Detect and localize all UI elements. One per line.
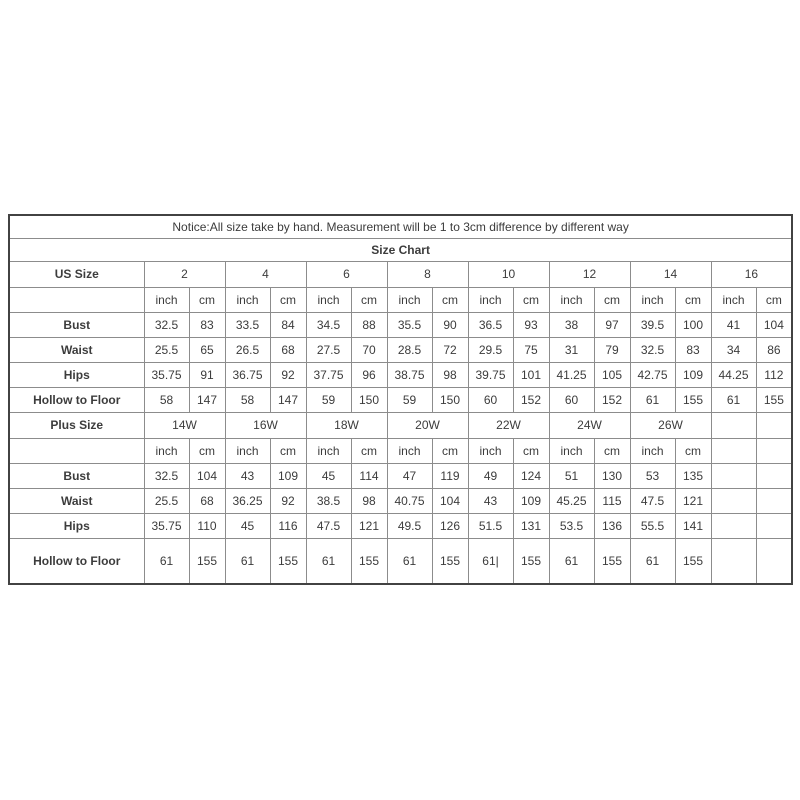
- value-cm: 104: [189, 463, 225, 488]
- size-value: 2: [144, 261, 225, 287]
- unit-inch-header: inch: [225, 438, 270, 463]
- unit-cm-header: cm: [594, 287, 630, 312]
- value-inch: 32.5: [144, 463, 189, 488]
- value-inch: 37.75: [306, 362, 351, 387]
- table-body: [9, 215, 792, 584]
- measurement-row: [9, 312, 792, 337]
- value-cm: 155: [675, 387, 711, 412]
- value-inch: 47: [387, 463, 432, 488]
- value-cm: 155: [270, 538, 306, 584]
- value-inch: 43: [225, 463, 270, 488]
- value-inch: 41.25: [549, 362, 594, 387]
- unit-inch-header: inch: [468, 287, 513, 312]
- value-cm: 155: [513, 538, 549, 584]
- unit-header-row: [9, 287, 792, 312]
- value-inch: 32.5: [144, 312, 189, 337]
- value-cm: 83: [189, 312, 225, 337]
- value-cm: 84: [270, 312, 306, 337]
- value-cm: 110: [189, 513, 225, 538]
- unit-inch-header: inch: [225, 287, 270, 312]
- value-inch: 34: [711, 337, 756, 362]
- value-inch: 47.5: [306, 513, 351, 538]
- value-cm: 96: [351, 362, 387, 387]
- value-inch: 53: [630, 463, 675, 488]
- empty-cell: [756, 488, 792, 513]
- measurement-row: [9, 463, 792, 488]
- unit-inch-header: inch: [549, 438, 594, 463]
- value-cm: 155: [675, 538, 711, 584]
- value-inch: 61: [630, 538, 675, 584]
- value-cm: 155: [756, 387, 792, 412]
- size-value: 16: [711, 261, 792, 287]
- size-value: 20W: [387, 412, 468, 438]
- value-inch: 34.5: [306, 312, 351, 337]
- value-inch: 39.5: [630, 312, 675, 337]
- notice-row: [9, 215, 792, 238]
- value-inch: 38.75: [387, 362, 432, 387]
- empty-cell: [756, 412, 792, 438]
- measurement-label: Hips: [9, 513, 144, 538]
- value-inch: 61: [306, 538, 351, 584]
- measurement-label: Hollow to Floor: [9, 538, 144, 584]
- unit-cm-header: cm: [675, 287, 711, 312]
- value-cm: 68: [189, 488, 225, 513]
- value-cm: 147: [270, 387, 306, 412]
- value-inch: 36.25: [225, 488, 270, 513]
- value-inch: 41: [711, 312, 756, 337]
- value-cm: 68: [270, 337, 306, 362]
- measurement-row: [9, 513, 792, 538]
- value-inch: 40.75: [387, 488, 432, 513]
- unit-cm-header: cm: [675, 438, 711, 463]
- value-inch: 25.5: [144, 488, 189, 513]
- value-cm: 104: [432, 488, 468, 513]
- value-inch: 25.5: [144, 337, 189, 362]
- size-value: 10: [468, 261, 549, 287]
- value-inch: 51.5: [468, 513, 513, 538]
- value-cm: 150: [432, 387, 468, 412]
- value-cm: 135: [675, 463, 711, 488]
- size-value: 26W: [630, 412, 711, 438]
- value-inch: 28.5: [387, 337, 432, 362]
- value-inch: 44.25: [711, 362, 756, 387]
- value-inch: 35.5: [387, 312, 432, 337]
- empty-cell: [756, 463, 792, 488]
- value-cm: 88: [351, 312, 387, 337]
- size-row: [9, 261, 792, 287]
- empty-cell: [711, 488, 756, 513]
- value-cm: 147: [189, 387, 225, 412]
- unit-header-row: [9, 438, 792, 463]
- value-inch: 61: [225, 538, 270, 584]
- empty-cell: [756, 513, 792, 538]
- empty-cell: [9, 287, 144, 312]
- value-inch: 61: [549, 538, 594, 584]
- value-inch: 59: [306, 387, 351, 412]
- value-cm: 152: [513, 387, 549, 412]
- value-inch: 39.75: [468, 362, 513, 387]
- measurement-label: Bust: [9, 312, 144, 337]
- size-value: 18W: [306, 412, 387, 438]
- empty-cell: [711, 463, 756, 488]
- size-value: 6: [306, 261, 387, 287]
- unit-inch-header: inch: [144, 287, 189, 312]
- value-cm: 105: [594, 362, 630, 387]
- size-value: 8: [387, 261, 468, 287]
- value-cm: 114: [351, 463, 387, 488]
- value-cm: 93: [513, 312, 549, 337]
- size-value: 24W: [549, 412, 630, 438]
- value-cm: 141: [675, 513, 711, 538]
- size-value: 4: [225, 261, 306, 287]
- value-cm: 90: [432, 312, 468, 337]
- empty-cell: [756, 438, 792, 463]
- unit-inch-header: inch: [630, 438, 675, 463]
- value-inch: 55.5: [630, 513, 675, 538]
- value-cm: 121: [675, 488, 711, 513]
- size-value: 12: [549, 261, 630, 287]
- unit-cm-header: cm: [189, 287, 225, 312]
- value-inch: 26.5: [225, 337, 270, 362]
- value-cm: 98: [432, 362, 468, 387]
- unit-cm-header: cm: [189, 438, 225, 463]
- value-inch: 47.5: [630, 488, 675, 513]
- unit-cm-header: cm: [270, 438, 306, 463]
- table-title: Size Chart: [9, 238, 792, 261]
- value-inch: 38: [549, 312, 594, 337]
- value-cm: 72: [432, 337, 468, 362]
- value-cm: 104: [756, 312, 792, 337]
- unit-cm-header: cm: [270, 287, 306, 312]
- value-inch: 59: [387, 387, 432, 412]
- value-cm: 109: [513, 488, 549, 513]
- value-inch: 45: [306, 463, 351, 488]
- value-cm: 92: [270, 488, 306, 513]
- value-cm: 97: [594, 312, 630, 337]
- value-cm: 83: [675, 337, 711, 362]
- value-cm: 92: [270, 362, 306, 387]
- value-inch: 33.5: [225, 312, 270, 337]
- unit-cm-header: cm: [756, 287, 792, 312]
- size-value: 22W: [468, 412, 549, 438]
- unit-inch-header: inch: [144, 438, 189, 463]
- value-inch: 61: [711, 387, 756, 412]
- value-inch: 45: [225, 513, 270, 538]
- value-inch: 42.75: [630, 362, 675, 387]
- unit-cm-header: cm: [351, 287, 387, 312]
- unit-inch-header: inch: [549, 287, 594, 312]
- value-cm: 116: [270, 513, 306, 538]
- value-cm: 109: [270, 463, 306, 488]
- value-inch: 35.75: [144, 362, 189, 387]
- unit-inch-header: inch: [306, 287, 351, 312]
- measurement-label: Hips: [9, 362, 144, 387]
- unit-cm-header: cm: [594, 438, 630, 463]
- value-inch: 61: [144, 538, 189, 584]
- value-inch: 31: [549, 337, 594, 362]
- value-cm: 155: [351, 538, 387, 584]
- value-inch: 38.5: [306, 488, 351, 513]
- measurement-row: [9, 387, 792, 412]
- empty-cell: [711, 412, 756, 438]
- empty-cell: [756, 538, 792, 584]
- unit-inch-header: inch: [306, 438, 351, 463]
- value-cm: 91: [189, 362, 225, 387]
- unit-cm-header: cm: [351, 438, 387, 463]
- measurement-row: [9, 337, 792, 362]
- value-cm: 121: [351, 513, 387, 538]
- value-inch: 49.5: [387, 513, 432, 538]
- value-inch: 45.25: [549, 488, 594, 513]
- value-cm: 109: [675, 362, 711, 387]
- value-inch: 27.5: [306, 337, 351, 362]
- value-inch: 60: [468, 387, 513, 412]
- measurement-label: Waist: [9, 488, 144, 513]
- value-inch: 58: [144, 387, 189, 412]
- empty-cell: [711, 538, 756, 584]
- value-cm: 124: [513, 463, 549, 488]
- value-inch: 61: [387, 538, 432, 584]
- value-cm: 101: [513, 362, 549, 387]
- measurement-row: [9, 362, 792, 387]
- value-inch: 53.5: [549, 513, 594, 538]
- value-cm: 70: [351, 337, 387, 362]
- empty-cell: [9, 438, 144, 463]
- value-cm: 152: [594, 387, 630, 412]
- value-inch: 35.75: [144, 513, 189, 538]
- value-inch: 60: [549, 387, 594, 412]
- unit-inch-header: inch: [387, 438, 432, 463]
- value-cm: 155: [189, 538, 225, 584]
- size-row: [9, 412, 792, 438]
- unit-cm-header: cm: [432, 287, 468, 312]
- measurement-row: [9, 538, 792, 584]
- title-row: [9, 238, 792, 261]
- measurement-label: Hollow to Floor: [9, 387, 144, 412]
- value-cm: 126: [432, 513, 468, 538]
- value-cm: 112: [756, 362, 792, 387]
- value-inch: 51: [549, 463, 594, 488]
- value-cm: 86: [756, 337, 792, 362]
- unit-inch-header: inch: [711, 287, 756, 312]
- size-value: 14W: [144, 412, 225, 438]
- value-inch: 61: [630, 387, 675, 412]
- size-chart-table: [8, 214, 793, 585]
- value-inch: 49: [468, 463, 513, 488]
- value-inch: 61|: [468, 538, 513, 584]
- value-cm: 155: [432, 538, 468, 584]
- value-cm: 98: [351, 488, 387, 513]
- value-cm: 131: [513, 513, 549, 538]
- unit-inch-header: inch: [468, 438, 513, 463]
- value-cm: 155: [594, 538, 630, 584]
- empty-cell: [711, 438, 756, 463]
- value-inch: 32.5: [630, 337, 675, 362]
- unit-cm-header: cm: [513, 287, 549, 312]
- measurement-label: Waist: [9, 337, 144, 362]
- value-cm: 79: [594, 337, 630, 362]
- size-row-label: US Size: [9, 261, 144, 287]
- unit-cm-header: cm: [432, 438, 468, 463]
- measurement-row: [9, 488, 792, 513]
- value-inch: 36.5: [468, 312, 513, 337]
- size-value: 14: [630, 261, 711, 287]
- value-cm: 115: [594, 488, 630, 513]
- size-row-label: Plus Size: [9, 412, 144, 438]
- value-cm: 65: [189, 337, 225, 362]
- value-inch: 29.5: [468, 337, 513, 362]
- unit-inch-header: inch: [387, 287, 432, 312]
- measurement-label: Bust: [9, 463, 144, 488]
- unit-inch-header: inch: [630, 287, 675, 312]
- value-inch: 43: [468, 488, 513, 513]
- empty-cell: [711, 513, 756, 538]
- value-cm: 136: [594, 513, 630, 538]
- value-cm: 119: [432, 463, 468, 488]
- size-value: 16W: [225, 412, 306, 438]
- value-cm: 130: [594, 463, 630, 488]
- notice-text: Notice:All size take by hand. Measurement will be 1 to 3cm difference by different way: [9, 215, 792, 238]
- value-cm: 100: [675, 312, 711, 337]
- value-inch: 58: [225, 387, 270, 412]
- unit-cm-header: cm: [513, 438, 549, 463]
- value-cm: 75: [513, 337, 549, 362]
- value-inch: 36.75: [225, 362, 270, 387]
- value-cm: 150: [351, 387, 387, 412]
